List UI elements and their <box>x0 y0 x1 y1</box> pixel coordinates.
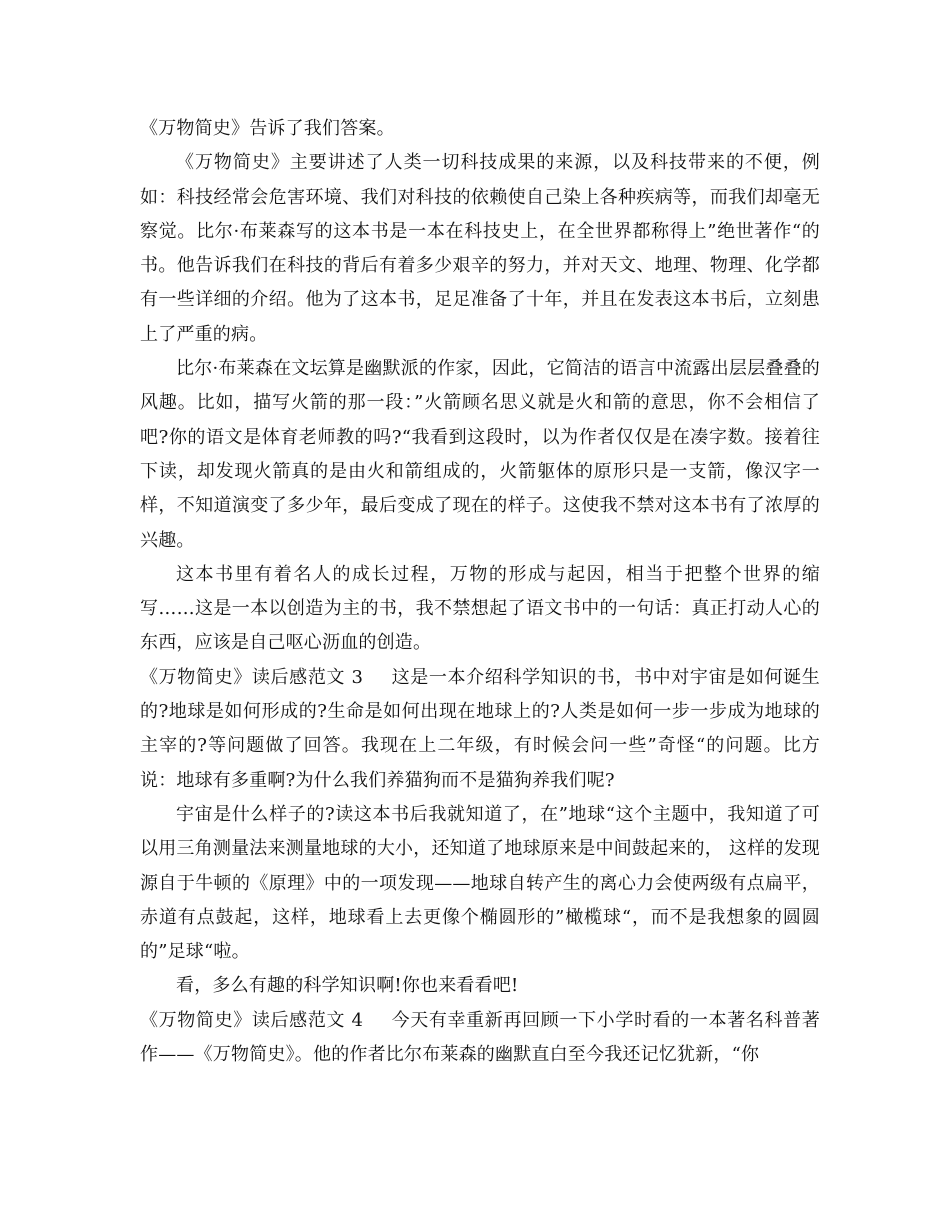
paragraph-overview: 《万物简史》主要讲述了人类一切科技成果的来源，以及科技带来的不便，例如：科技经常会危害环境、我们对科技的依赖使自己染上各种疾病等，而我们却毫无察觉。比尔·布莱森写的这本书是一本在科技史上，在全世界都称得上”绝世著作“的书。他告诉我们在科技的背后有着多少艰辛的努力，并对天文、地理、物理、化学都有一些详细的介绍。他为了这本书，足足准备了十年，并且在发表这本书后，立刻患上了严重的病。 <box>140 152 820 345</box>
essay-3-heading: 《万物简史》读后感范文 3 <box>140 666 364 688</box>
essay-4-heading: 《万物简史》读后感范文 4 <box>140 1009 364 1031</box>
paragraph-intro: 《万物简史》告诉了我们答案。 <box>140 118 395 139</box>
paragraph-fun-science: 看，多么有趣的科学知识啊!你也来看看吧! <box>176 975 519 997</box>
paragraph-essay-4 <box>140 1004 820 1073</box>
essay-3-text: 这是一本介绍科学知识的书，书中对宇宙是如何诞生的?地球是如何形成的?生命是如何出现在地球上的?人类是如何一步一步成为地球的主宰的?等问题做了回答。我现在上二年级，有时候会问一些”奇怪“的问题。比方说：地球有多重啊?为什么我们养猫狗而不是猫狗养我们呢? <box>140 666 820 791</box>
paragraph-humor: 比尔·布莱森在文坛算是幽默派的作家，因此，它简洁的语言中流露出层层叠叠的风趣。比如，描写火箭的那一段：”火箭顾名思义就是火和箭的意思，你不会相信了吧?你的语文是体育老师教的吗?“我看到这段时，以为作者仅仅是在凑字数。接着往下读，却发现火箭真的是由火和箭组成的，火箭躯体的原形只是一支箭，像汉字一样，不知道演变了多少年，最后变成了现在的样子。这使我不禁对这本书有了浓厚的兴趣。 <box>140 358 820 551</box>
essay-4-text: 今天有幸重新再回顾一下小学时看的一本著名科普著作——《万物简史》。他的作者比尔布莱森的幽默直白至今我还记忆犹新，“你 <box>140 1009 820 1066</box>
document-body <box>140 112 820 1072</box>
paragraph-essay-3 <box>140 661 820 798</box>
paragraph-universe: 宇宙是什么样子的?读这本书后我就知道了，在”地球“这个主题中，我知道了可以用三角测量法来测量地球的大小，还知道了地球原来是中间鼓起来的， 这样的发现源自于牛顿的《原理》中的一项发现——地球自转产生的离心力会使两级有点扁平，赤道有点鼓起，这样，地球看上去更像个椭圆形的”橄榄球“，而不是我想象的圆圆的”足球“啦。 <box>140 803 820 963</box>
paragraph-summary: 这本书里有着名人的成长过程，万物的形成与起因，相当于把整个世界的缩写……这是一本以创造为主的书，我不禁想起了语文书中的一句话：真正打动人心的东西，应该是自己呕心沥血的创造。 <box>140 563 820 654</box>
